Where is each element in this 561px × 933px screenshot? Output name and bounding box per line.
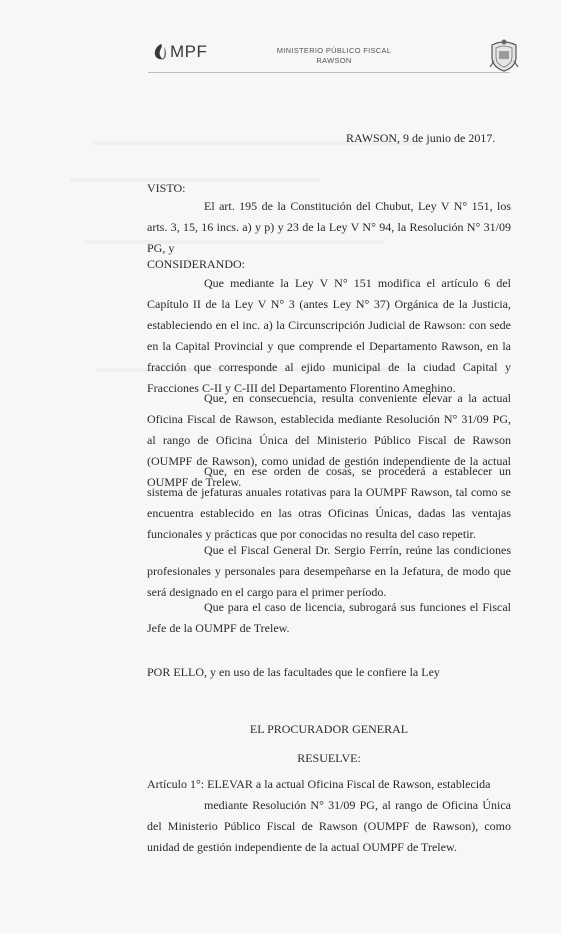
procurador-heading: EL PROCURADOR GENERAL	[249, 722, 409, 736]
mpf-logo	[152, 42, 207, 62]
header-divider	[148, 72, 510, 73]
org-line-1: MINISTERIO PÚBLICO FISCAL	[276, 46, 392, 55]
provincial-seal-icon	[488, 37, 520, 73]
considerando-paragraph-3: Que, en ese orden de cosas, se procederá a establecer un sistema de jefaturas anuales rotativas para la OUMPF Rawson, tal como se encuentra establecido en las otras Oficinas Únicas, dadas las ventajas funcionales y prácticas que por conocidas no resulta del caso repetir.	[147, 464, 511, 541]
considerando-paragraph-1: Que mediante la Ley V N° 151 modifica el artículo 6 del Capítulo II de la Ley V N° 3 (antes Ley N° 37) Orgánica de la Justicia, estableciendo en el inc. a) la Circunscripción Judicial de Rawson: con sede en la Capital Provincial y que comprende el Departamento Rawson, en la fracción que corresponde al ejido municipal de la ciudad Capital y Fracciones C-II y C-III del Departamento Florentino Ameghino.	[147, 276, 511, 395]
document-date: RAWSON, 9 de junio de 2017.	[346, 131, 496, 145]
visto-text: El art. 195 de la Constitución del Chubut, Ley V N° 151, los arts. 3, 15, 16 incs. a) y p) y 23 de la Ley V N° 94, la Resolución N° 31/09 PG, y	[147, 199, 511, 255]
bleed-through	[70, 178, 320, 182]
resuelve-heading: RESUELVE:	[297, 751, 361, 765]
organization-name	[264, 46, 404, 66]
considerando-paragraph-5: Que para el caso de licencia, subrogará sus funciones el Fiscal Jefe de la OUMPF de Trelew.	[147, 600, 511, 635]
visto-heading: VISTO:	[147, 181, 186, 195]
considerando-paragraph-4: Que el Fiscal General Dr. Sergio Ferrín, reúne las condiciones profesionales y personales para desempeñarse en la Jefatura, de modo que será designado en el cargo para el primer período.	[147, 543, 511, 599]
articulo-1-text: mediante Resolución N° 31/09 PG, al rango de Oficina Única del Ministerio Público Fiscal de Rawson (OUMPF de Rawson), como unidad de gestión independiente de la actual OUMPF de Trelew.	[147, 797, 511, 854]
logo-text: MPF	[170, 42, 208, 61]
por-ello-text: POR ELLO, y en uso de las facultades que le confiere la Ley	[147, 665, 440, 679]
considerando-paragraph-2: Que, en consecuencia, resulta conveniente elevar a la actual Oficina Fiscal de Rawson, establecida mediante Resolución N° 31/09 PG, al rango de Oficina Única del Ministerio Público Fiscal de Rawson (OUMPF de Rawson), como unidad de gestión independiente de la actual OUMPF de Trelew.	[147, 391, 511, 489]
org-line-2: RAWSON	[316, 56, 352, 65]
considerando-heading: CONSIDERANDO:	[147, 257, 246, 271]
mpf-logo-icon	[152, 43, 168, 61]
articulo-1	[147, 774, 511, 858]
articulo-1-lead: Artículo 1°: ELEVAR a la actual Oficina Fiscal de Rawson, establecida	[147, 777, 491, 791]
articulo-1-body	[147, 795, 511, 858]
